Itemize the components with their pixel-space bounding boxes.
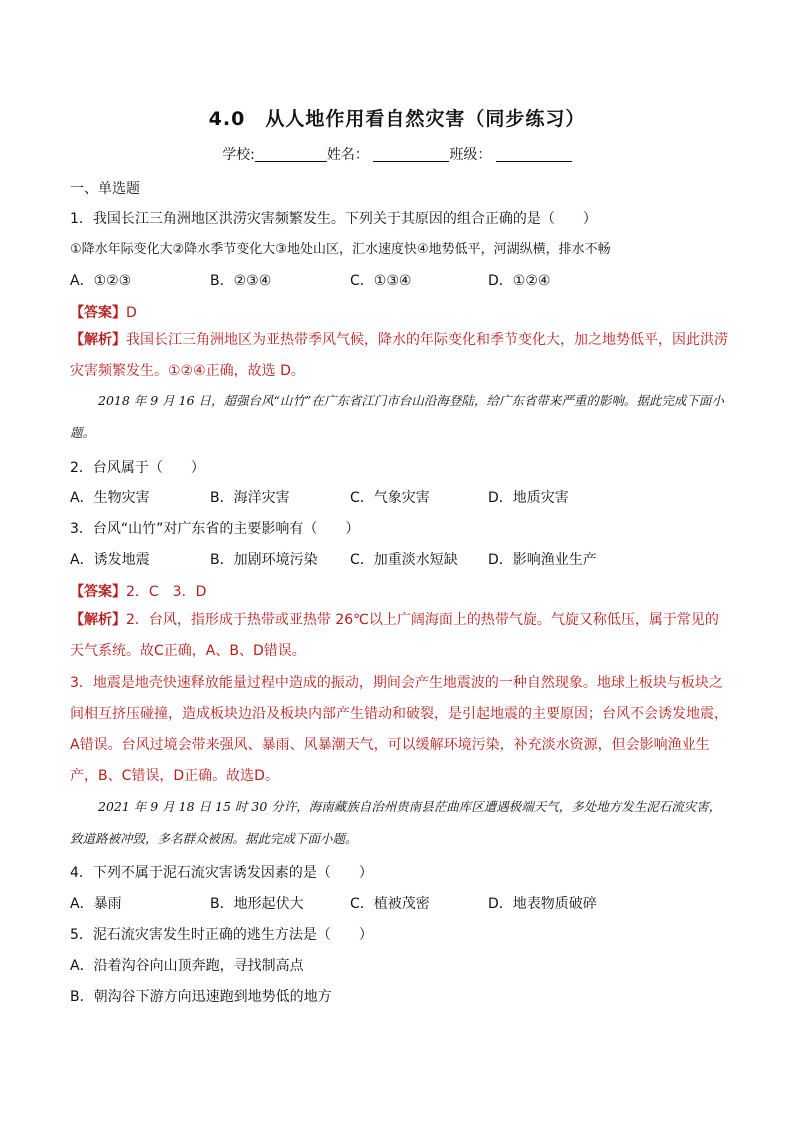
material-2: 2021 年 9 月 18 日 15 时 30 分许，海南藏族自治州贵南县茫曲库区遭遇极端天气，多处地方发生泥石流灾害，致道路被冲毁，多名群众被困。据此完成下面小题。 — [70, 799, 722, 846]
analysis-text: 我国长江三角洲地区为亚热带季风气候，降水的年际变化和季节变化大，加之地势低平，因此洪涝灾害频繁发生。①②④正确，故选 D。 — [70, 332, 728, 379]
option-a: A．暴雨 — [70, 896, 122, 912]
option-c: C．①③④ — [350, 273, 412, 289]
page-title: 4.0 从人地作用看自然灾害（同步练习） — [208, 108, 586, 130]
question-3-analysis: 3．地震是地壳快速释放能量过程中造成的振动，期间会产生地震波的一种自然现象。地球上板块与板块之间相互挤压碰撞，造成板块边沿及板块内部产生错动和破裂，是引起地震的主要原因；台风不会诱发地震，A错误。台风过境会带来强风、暴雨、风暴潮天气，可以缓解环境污染，补充淡水资源，但会影响渔业生产，B、C错误，D正确。故选D。 — [70, 675, 728, 784]
student-info-line — [0, 144, 794, 164]
question-5-option-a: A．沿着沟谷向山顶奔跑，寻找制高点 — [70, 958, 304, 974]
answer-value: 2．C 3．D — [126, 584, 207, 600]
option-a: A．生物灾害 — [70, 490, 150, 506]
analysis-tag: 【解析】 — [70, 612, 126, 628]
answer-tag: 【答案】 — [70, 584, 126, 600]
analysis-text: 2．台风，指形成于热带或亚热带 26℃以上广阔海面上的热带气旋。气旋又称低压，属于常见的天气系统。故C正确，A、B、D错误。 — [70, 612, 719, 659]
question-2-analysis — [70, 605, 730, 667]
option-b: B．地形起伏大 — [210, 896, 304, 912]
class-blank — [496, 147, 572, 162]
question-1-stem: 1．我国长江三角洲地区洪涝灾害频繁发生。下列关于其原因的组合正确的是（ ） — [70, 211, 597, 227]
question-1-answer — [70, 302, 730, 322]
option-b: B．海洋灾害 — [210, 490, 290, 506]
school-blank — [255, 147, 327, 162]
question-1-conditions: ①降水年际变化大②降水季节变化大③地处山区，汇水速度快④地势低平，河湖纵横，排水不畅 — [70, 242, 611, 257]
school-label: 学校: — [222, 147, 255, 163]
option-c: C．气象灾害 — [350, 490, 430, 506]
option-a: A．①②③ — [70, 273, 132, 289]
material-1: 2018 年 9 月 16 日，超强台风“山竹”在广东省江门市台山沿海登陆，给广东省带来严重的影响。据此完成下面小题。 — [70, 393, 724, 440]
analysis-tag: 【解析】 — [70, 332, 126, 348]
question-5-stem: 5．泥石流灾害发生时正确的逃生方法是（ ） — [70, 927, 373, 943]
name-blank — [373, 147, 449, 162]
question-3-stem: 3．台风“山竹”对广东省的主要影响有（ ） — [70, 521, 360, 537]
option-c: C．加重淡水短缺 — [350, 552, 458, 568]
option-b: B．加剧环境污染 — [210, 552, 318, 568]
option-d: D．①②④ — [488, 273, 551, 289]
answer-tag: 【答案】 — [70, 305, 126, 321]
option-b: B．②③④ — [210, 273, 272, 289]
option-c: C．植被茂密 — [350, 896, 430, 912]
option-a: A．诱发地震 — [70, 552, 150, 568]
option-d: D．地质灾害 — [488, 490, 569, 506]
question-5-option-b: B．朝沟谷下游方向迅速跑到地势低的地方 — [70, 989, 332, 1005]
class-label: 班级： — [449, 147, 492, 163]
option-d: D．地表物质破碎 — [488, 896, 597, 912]
questions-2-3-answer — [70, 581, 730, 601]
question-1-analysis — [70, 325, 730, 387]
name-label: 姓名： — [326, 147, 369, 163]
section-heading: 一、单选题 — [70, 181, 140, 197]
question-4-stem: 4．下列不属于泥石流灾害诱发因素的是（ ） — [70, 865, 373, 881]
answer-value: D — [126, 305, 137, 321]
option-d: D．影响渔业生产 — [488, 552, 597, 568]
question-2-stem: 2．台风属于（ ） — [70, 460, 205, 476]
